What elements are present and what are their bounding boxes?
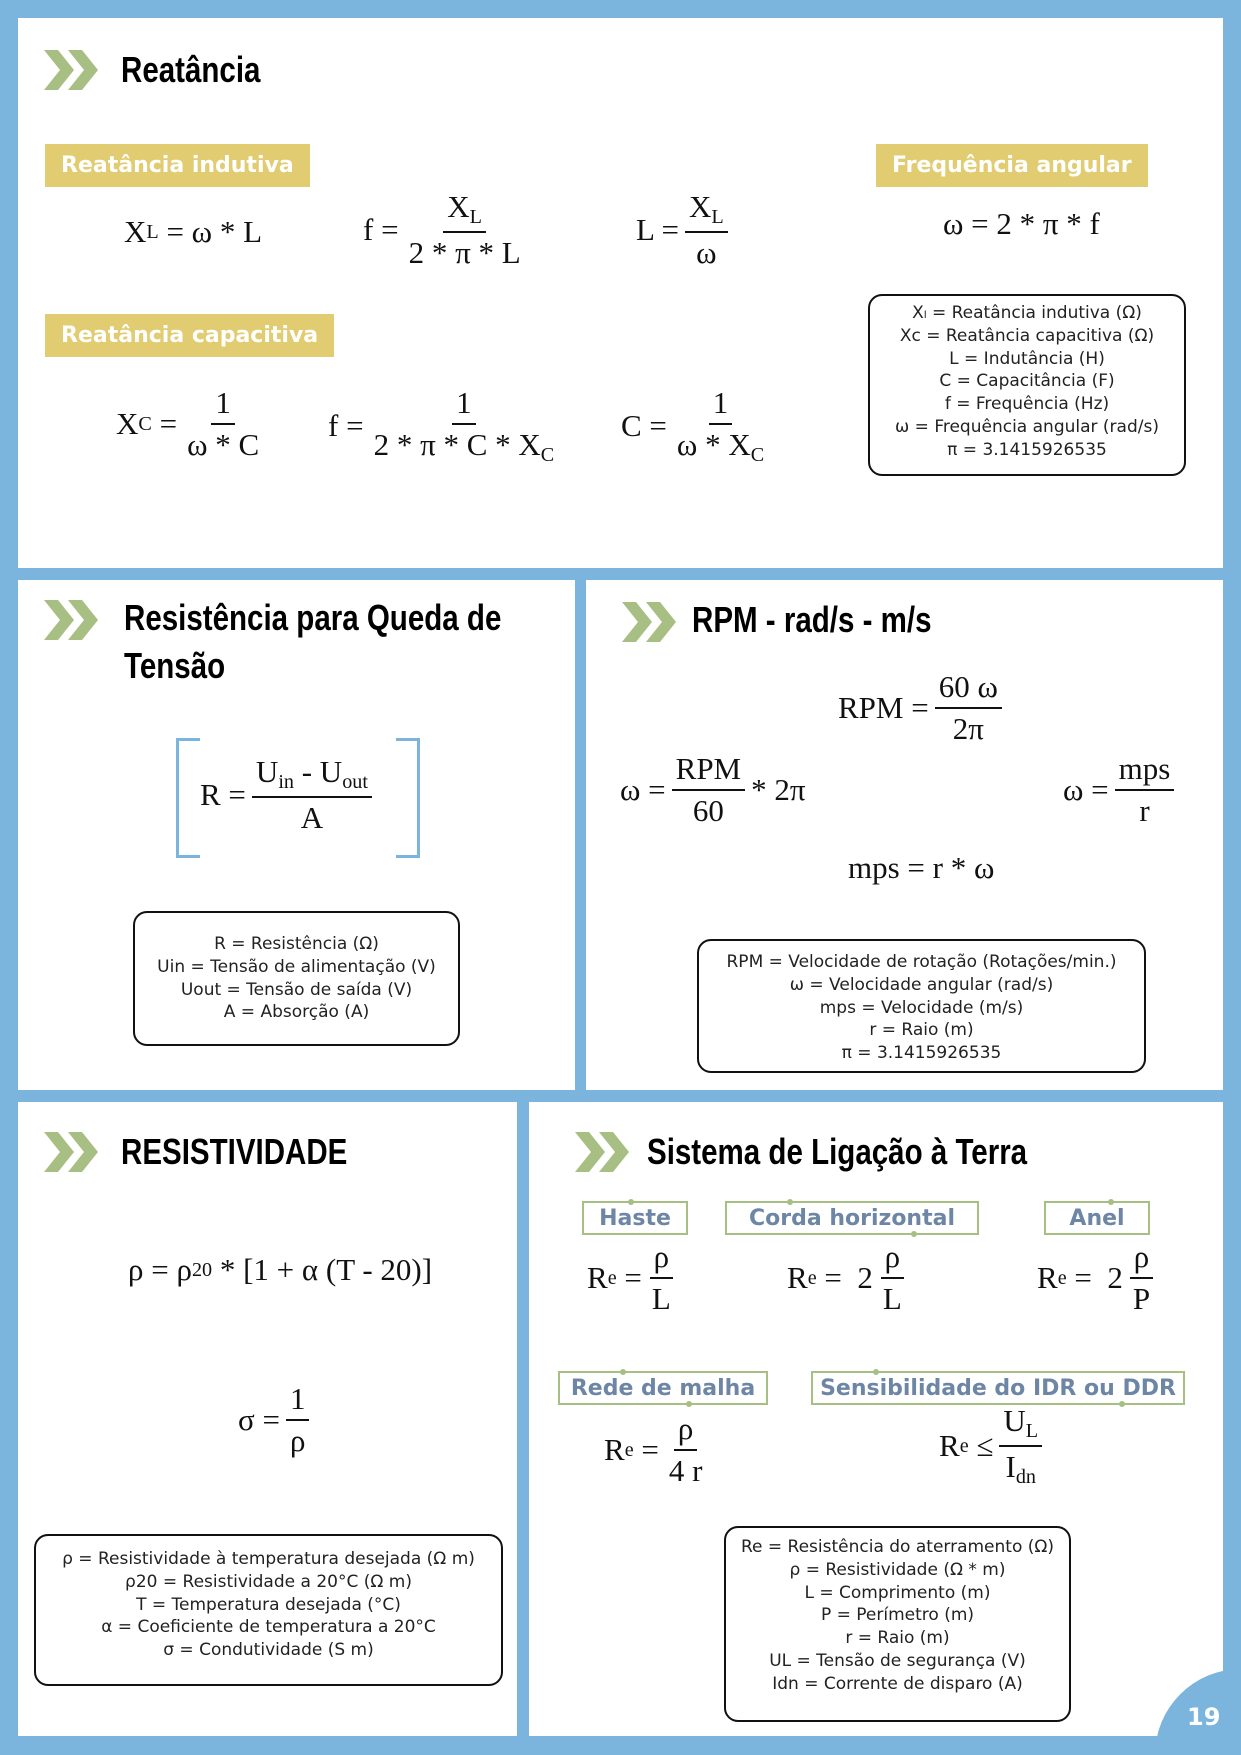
chevron-icon <box>575 1132 631 1172</box>
section-title: RESISTIVIDADE <box>121 1131 348 1172</box>
formula-c: C = $\frac{1}{\omega * X_C}$ <box>621 385 765 467</box>
chevron-icon <box>622 602 678 642</box>
formula-rho: ρ = ρ 20 * [1 + α (T - 20)] <box>128 1252 433 1287</box>
tag-rede-de-malha: Rede de malha <box>558 1371 768 1405</box>
formula-f-inductive: f = $\frac{X_L}{2 * \pi * L}$ <box>363 189 521 271</box>
legend-rpm: RPM = Velocidade de rotação (Rotações/min.) ω = Velocidade angular (rad/s) mps = Velocidade (m/s) r = Raio (m) π = 3.1415926535 <box>697 939 1146 1073</box>
tag-haste: Haste <box>582 1201 688 1235</box>
formula-re-rede: R e = $\frac{\rho}{4 r}$ <box>604 1411 703 1489</box>
formula-omega-mps: ω = $\frac{\text{mps}}{r}$ <box>1063 752 1180 828</box>
panel-terra <box>529 1102 1223 1736</box>
panel-rpm <box>586 580 1223 1090</box>
legend-terra: Re = Resistência do aterramento (Ω) ρ = Resistividade (Ω * m) L = Comprimento (m) P = Perímetro (m) r = Raio (m) UL = Tensão de segurança (V) Idn = Corrente de disparo (A) <box>724 1526 1071 1722</box>
legend-resistencia: R = Resistência (Ω) Uin = Tensão de alimentação (V) Uout = Tensão de saída (V) A = Absorção (A) <box>133 911 460 1046</box>
formula-sigma: σ = $\frac{1}{\rho}$ <box>238 1382 315 1458</box>
formula-re-anel: R e = 2 $\frac{\rho}{P}$ <box>1037 1240 1160 1316</box>
formula-r: R = $\frac{U_{in} - U_{out}}{A}$ <box>200 755 378 835</box>
formula-omega: ω = 2 * π * f <box>943 206 1100 241</box>
formula-xl: X L = ω * L <box>124 214 263 249</box>
bracket-left <box>176 738 200 858</box>
formula-f-capacitive: f = $\frac{1}{2 * \pi * C * X_C}$ <box>328 385 555 467</box>
tag-corda-horizontal: Corda horizontal <box>725 1201 979 1235</box>
chevron-icon <box>44 1132 100 1172</box>
tag-reatancia-indutiva: Reatância indutiva <box>45 144 310 187</box>
section-title: Sistema de Ligação à Terra <box>647 1131 1028 1172</box>
dot-icon <box>686 1401 692 1407</box>
tag-sensibilidade: Sensibilidade do IDR ou DDR <box>811 1371 1185 1405</box>
page-number: 19 <box>1187 1703 1221 1731</box>
formula-rpm: RPM = $\frac{60 \omega}{2\pi}$ <box>838 670 1008 746</box>
dot-icon <box>620 1369 626 1375</box>
section-title-line1: Resistência para Queda de <box>124 597 502 638</box>
formula-l: L = $\frac{X_L}{\omega}$ <box>636 190 734 270</box>
bracket-right <box>396 738 420 858</box>
panel-resistencia <box>18 580 575 1090</box>
formula-xc: X C = $\frac{1}{\omega * C}$ <box>116 385 260 463</box>
section-title-line2: Tensão <box>124 645 226 686</box>
legend-resistividade: ρ = Resistividade à temperatura desejada (Ω m) ρ20 = Resistividade a 20°C (Ω m) T = Temperatura desejada (°C) α = Coeficiente de temperatura a 20°C σ = Condutividade (S m) <box>34 1534 503 1686</box>
dot-icon <box>1108 1199 1114 1205</box>
section-title: RPM - rad/s - m/s <box>692 599 932 640</box>
dot-icon <box>628 1199 634 1205</box>
formula-re-sensibilidade: R e ≤ $\frac{U_L}{I_{dn}}$ <box>939 1404 1048 1488</box>
formula-omega-rpm: ω = $\frac{\text{RPM}}{60}$ * 2π <box>620 751 806 829</box>
dot-icon <box>873 1369 879 1375</box>
legend-reatancia: Xₗ = Reatância indutiva (Ω) Xc = Reatância capacitiva (Ω) L = Indutância (H) C = Capacitância (F) f = Frequência (Hz) ω = Frequência angular (rad/s) π = 3.1415926535 <box>868 294 1186 476</box>
formula-mps: mps = r * ω <box>848 850 995 885</box>
chevron-icon <box>44 600 100 640</box>
formula-re-haste: R e = $\frac{\rho}{L}$ <box>587 1240 681 1316</box>
dot-icon <box>787 1199 793 1205</box>
dot-icon <box>911 1231 917 1237</box>
tag-reatancia-capacitiva: Reatância capacitiva <box>45 314 334 357</box>
tag-anel: Anel <box>1044 1201 1150 1235</box>
panel-reatancia <box>18 18 1223 568</box>
chevron-icon <box>44 50 100 90</box>
formula-re-corda: R e = 2 $\frac{\rho}{L}$ <box>787 1240 912 1316</box>
dot-icon <box>1119 1401 1125 1407</box>
panel-resistividade <box>18 1102 517 1736</box>
section-title: Reatância <box>121 49 261 90</box>
tag-frequencia-angular: Frequência angular <box>876 144 1148 187</box>
